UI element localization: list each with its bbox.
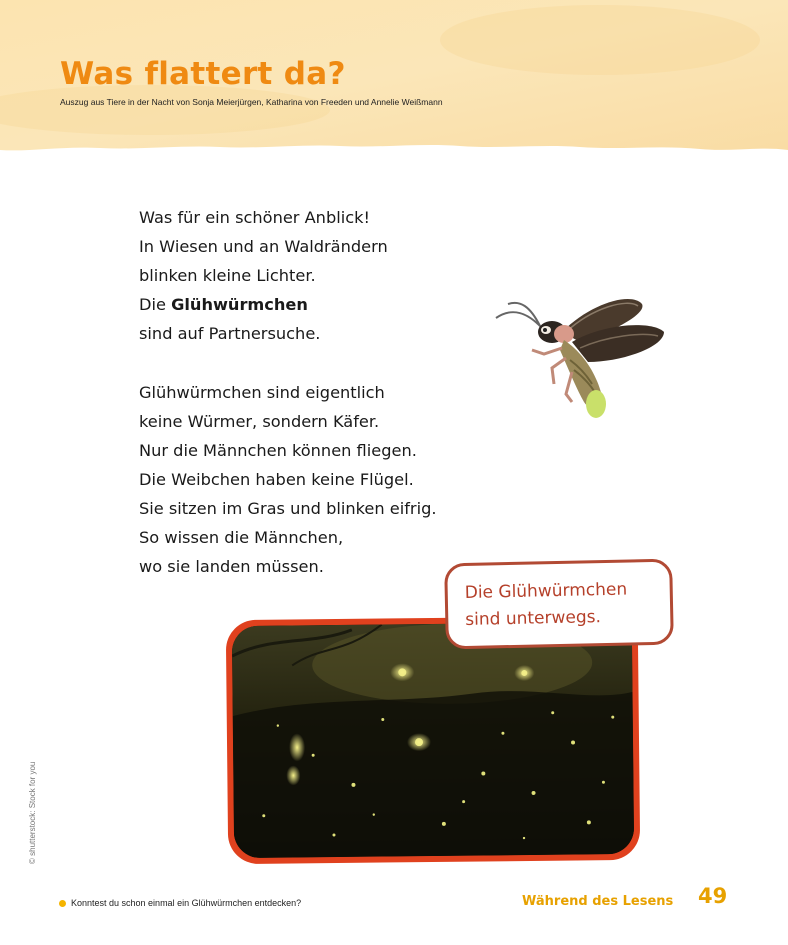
section-label: Während des Lesens <box>522 894 674 909</box>
poem-line: Nur die Männchen können fliegen. <box>139 440 417 460</box>
poem-line: sind auf Partnersuche. <box>139 324 321 344</box>
footer-question <box>59 898 301 908</box>
firefly-illustration <box>492 292 672 432</box>
poem <box>139 203 436 581</box>
poem-line: blinken kleine Lichter. <box>139 266 316 286</box>
bullet-dot-icon <box>59 900 66 907</box>
firefly-photo-frame <box>226 616 641 864</box>
footer-question-text: Konntest du schon einmal ein Glühwürmchen entdecken? <box>71 898 302 908</box>
speech-bubble-line: Die Glühwürmchen <box>464 579 628 603</box>
speech-bubble-text <box>464 577 628 634</box>
poem-line <box>139 290 436 319</box>
poem-line: So wissen die Männchen, <box>139 528 344 548</box>
poem-line: Die Weibchen haben keine Flügel. <box>139 469 414 489</box>
firefly-photo <box>232 622 634 858</box>
source-attribution: Auszug aus Tiere in der Nacht von Sonja Meierjürgen, Katharina von Freeden und Annelie Weißmann <box>60 97 443 107</box>
poem-line: Was für ein schöner Anblick! <box>139 208 370 227</box>
poem-line: keine Würmer, sondern Käfer. <box>139 411 380 431</box>
poem-line-prefix: Die <box>139 295 172 315</box>
poem-line: Glühwürmchen sind eigentlich <box>139 382 385 402</box>
speech-bubble-line: sind unterwegs. <box>465 607 602 630</box>
poem-line: In Wiesen und an Waldrändern <box>139 237 388 257</box>
poem-line: Sie sitzen im Gras und blinken eifrig. <box>139 498 437 518</box>
photo-credit: © shutterstock: Stock for you <box>28 761 37 864</box>
page-number: 49 <box>698 884 728 908</box>
page-title: Was flattert da? <box>60 56 346 92</box>
speech-bubble <box>444 559 674 650</box>
stanza-gap <box>139 348 436 377</box>
keyword-gluehwuermchen: Glühwürmchen <box>171 295 308 315</box>
poem-line: wo sie landen müssen. <box>139 557 324 577</box>
